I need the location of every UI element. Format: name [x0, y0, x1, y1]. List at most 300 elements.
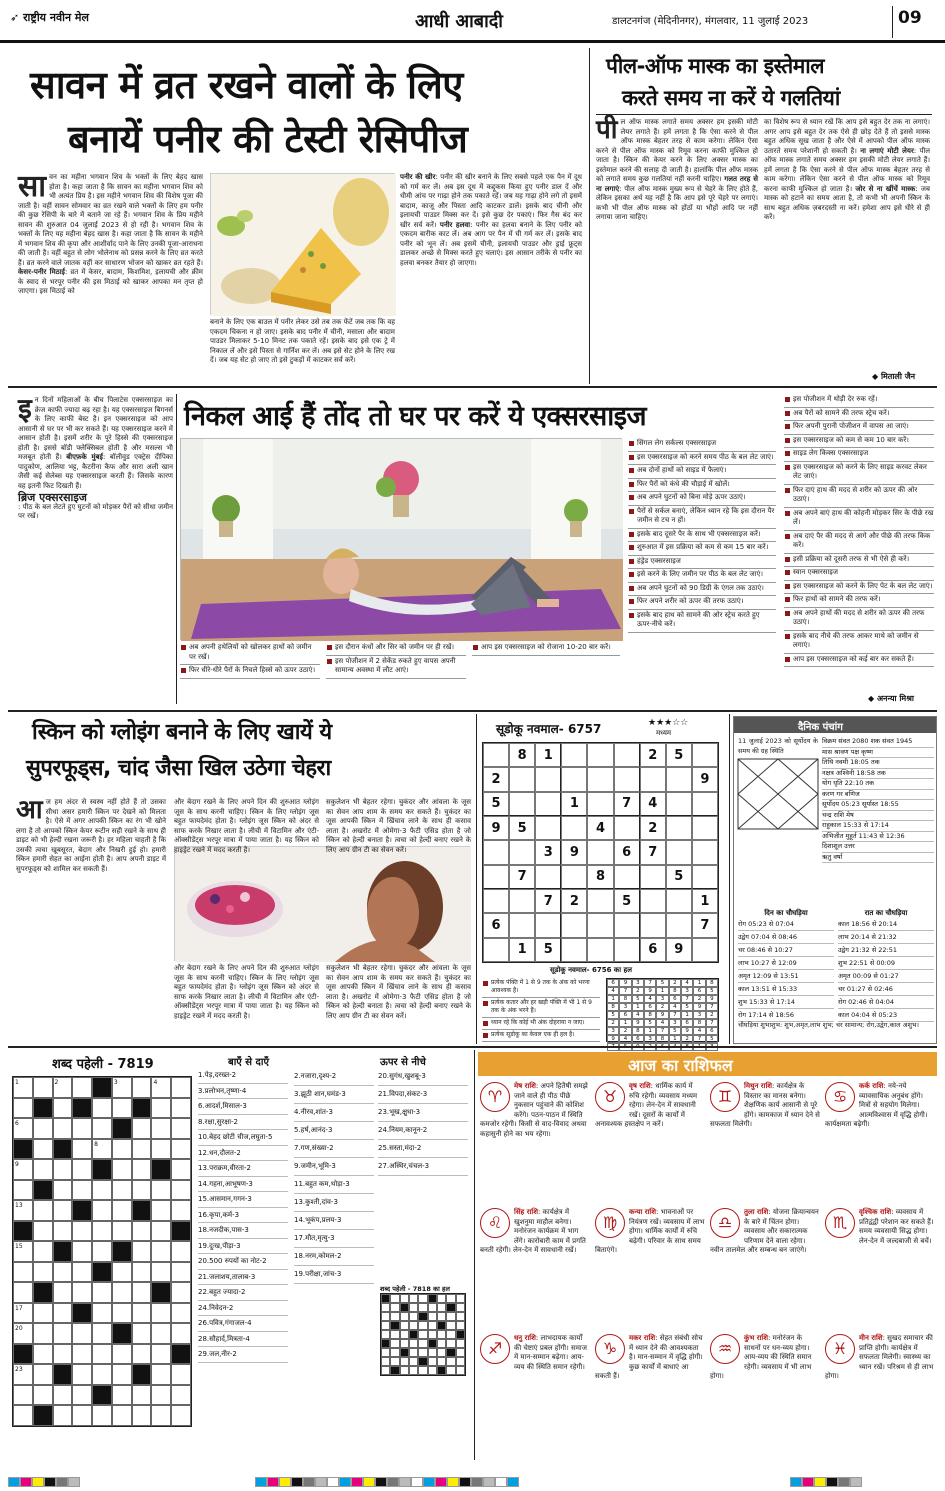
sudoku-cell [483, 938, 509, 962]
crossword-cell [151, 1139, 171, 1160]
sudoku-cell [535, 816, 561, 840]
sudoku-cell: 7 [640, 840, 666, 864]
sudoku-solution-cell: 5 [706, 987, 718, 995]
sudoku-solution-cell: 8 [706, 979, 718, 987]
rashi-text: : मनोरंजन के साधनों पर धन-व्यय होगा। आय-व्यय की स्थिति समान रहेगी। व्यवसाय में भी लाभ होगा। [710, 1334, 812, 1380]
crossword-cell [92, 1159, 112, 1180]
crossword-cell [33, 1323, 53, 1344]
chogadiya-row: काल 18:56 से 20:14 [838, 918, 934, 931]
sudoku-solution-cell: 9 [693, 1003, 705, 1011]
drop-cap: सा [18, 169, 47, 204]
exercise-tip: इसके बाद नीचे की तरफ आकर माथे को जमीन से लगाएं। [784, 631, 934, 654]
down-clue: 20.सुगंध,खुशबू-3 [378, 1068, 468, 1086]
chogadiya-row: अमृत 12:09 से 13:51 [738, 970, 834, 983]
crossword-cell [132, 1118, 152, 1139]
sudoku-solution-cell: 2 [607, 1019, 619, 1027]
peel-col1-text: ल ऑफ मास्क लगाते समय अक्सर हम इसकी मोटी लेयर लगाते हैं। हमें लगता है कि ऐसा करने से पील ऑफ मास्क बेहतर तरह से काम करेगा। लेकिन ऐसा करने से पील ऑफ मास्क को रिमूव करना काफी मुश्किल हो जाता है। स्किन की केयर करने के लिए अक्सर मास्क का इस्तेमाल करने की सलाह दी जाती है। हालांकि पील ऑफ मास्क को लगाते समय कुछ गलतियां नहीं करनी चाहिए। [596, 118, 758, 183]
crossword-cell [132, 1385, 152, 1406]
story-peel-mask [592, 48, 937, 384]
peel-headline-1: पील-ऑफ मास्क का इस्तेमाल [606, 54, 824, 78]
exercise-tip: पैरों से सर्कल बनाएं, लेकिन ध्यान रहे कि इस दौरान पैर जमीन से टच न हों। [628, 506, 776, 529]
subhead-halwa: पनीर हलवा [439, 220, 471, 229]
sudoku-cell: 5 [509, 816, 535, 840]
chogadiya-row: शुभ 22:51 से 00:09 [838, 957, 934, 970]
exercise-tips-col-1 [628, 438, 776, 704]
sudoku-rules [482, 978, 600, 1042]
sudoku-cell [561, 743, 587, 767]
exercise-tips-col-2 [784, 394, 934, 694]
crossword-solution-cell [390, 1312, 399, 1321]
across-clue: 13.पराक्रम,वीरता-2 [198, 1161, 288, 1177]
chogadiya-night-title: रात का चौघड़िया [864, 909, 908, 917]
zodiac-icon: ♏ [825, 1208, 855, 1238]
paneer-col3b-text: : पनीर का हलवा बनाने के लिए पनीर को एकदम बारीक काट लें। अब आग पर पैन में घी गर्म कर लें। इसके बाद पनीर को भून लें। अब इसमें चीनी, इलायची पाउडर और ड्राई फ्रूट्स डालकर अच्छे से मिक्स करते हुए चलाएं। इस आसान तरीके से पनीर का हलवा बनकर तैयार हो जाएगा। [400, 220, 582, 267]
rashi-name: मकर राशि [629, 1334, 656, 1342]
crossword-solution-cell [409, 1357, 418, 1366]
crossword-solution-cell [381, 1312, 390, 1321]
color-swatch [838, 1477, 850, 1487]
crossword-cell [171, 1118, 191, 1139]
sudoku-solution-cell: 8 [656, 1035, 668, 1043]
sudoku-cell [483, 865, 509, 889]
crossword-cell [151, 1303, 171, 1324]
sudoku-cell [666, 816, 692, 840]
sudoku-cell [640, 889, 666, 913]
exercise-tip: अब अपने घुटनों को बिना मोड़े ऊपर उठाएं। [628, 492, 776, 506]
crossword-cell [72, 1241, 92, 1262]
crossword-cell [92, 1344, 112, 1365]
exercise-tip: अब पैरों को सामने की तरफ स्ट्रेच करें। [784, 408, 934, 422]
exercise-tip: साइड लेग किक्स एक्सरसाइज [784, 448, 934, 462]
zodiac-icon: ♍ [595, 1208, 625, 1238]
crossword-cell [132, 1159, 152, 1180]
panchang-line: चन्द्र राशि मेष [822, 811, 934, 822]
crossword-cell [171, 1405, 191, 1426]
panchang-line: योग धृति 22:10 तक [822, 779, 934, 790]
sudoku-solution-cell: 3 [632, 979, 644, 987]
crossword-cell [132, 1405, 152, 1426]
rashi-text: : कार्यक्षेत्र में खुशनुमा माहौल बनेगा। मनोरंजन कार्यक्रम में भाग लेंगे। कारोबारी काम में प्रगति बनती रहेगी। लेन-देन में सावधानी रखें। [480, 1208, 586, 1254]
sudoku-rule: ध्यान रहे कि कोई भी अंक दोहराया न जाए। [482, 1018, 600, 1030]
rashi-card [595, 1334, 705, 1454]
superfoods-col-3: सकुलेशन भी बेहतर रहेगा। चुकंदर और आंवला के जूस का सेवन आप शाम के समय कर सकते हैं। चुकंदर का जूस आपकी स्किन में खिंचाव लाने के साथ ही कसाव लाता है। अखरोट में ओमेगा-3 फैटी एसिड होता है जो स्किन को हेल्दी बनाता है। त्वचा को हेल्दी बनाए रखने के लिए आप ग्रीन टी का सेवन करें। [326, 798, 471, 854]
crossword-cell [132, 1364, 152, 1385]
color-swatch [20, 1477, 32, 1487]
sudoku-cell [666, 840, 692, 864]
crossword-cell [132, 1323, 152, 1344]
paneer-col-2: बनाने के लिए एक बाउल में पनीर लेकर उसे तब तक फेंटें जब तक कि वह एकदम चिकना न हो जाए। इसके बाद पनीर में चीनी, मसाला और बादाम पाउडर मिलाकर 5-10 मिनट तक पकाते रहें। इसके बाद इसे एक ट्रे में निकाल लें और इसे पिस्ता से गार्निश कर लें। अब इसे सेट होने के लिए रख दें। जब यह सेट हो जाए तो इसे टुकड़ों में काटकर सर्व करें। [210, 318, 395, 364]
crossword-cell [72, 1098, 92, 1119]
color-swatch [327, 1477, 339, 1487]
crossword-solution-cell [456, 1348, 465, 1357]
chogadiya-row: लाभ 20:14 से 21:32 [838, 931, 934, 944]
sudoku-cell: 9 [666, 938, 692, 962]
down-clue: 13.कुश्ती,दांव-3 [294, 1194, 374, 1212]
exercise-tip: इस पोजीशन में थोड़ी देर रुक रहें। [784, 394, 934, 408]
paper-name: राष्ट्रीय नवीन मेल [23, 11, 89, 24]
sudoku-solution-cell: 7 [706, 1019, 718, 1027]
rashi-name: कुंभ राशि [744, 1334, 768, 1342]
sudoku-cell [692, 938, 718, 962]
chogadiya-row: काल 13:51 से 15:33 [738, 983, 834, 996]
sudoku-cell [509, 840, 535, 864]
crossword-solution-cell [381, 1294, 390, 1303]
sudoku-solution-cell: 4 [656, 1019, 668, 1027]
peel-headline-2: करते समय ना करें ये गलतियां [622, 86, 840, 110]
sudoku-cell: 3 [535, 840, 561, 864]
crossword-solution-cell [418, 1348, 427, 1357]
crossword-solution-cell [390, 1303, 399, 1312]
exercise-tip: फिर अपनी पुरानी पोजीशन में वापस आ जाएं। [784, 421, 934, 435]
color-swatch [802, 1477, 814, 1487]
sudoku-cell: 2 [640, 816, 666, 840]
sudoku-cell [614, 865, 640, 889]
across-title: बाएँ से दाएँ [228, 1057, 269, 1068]
crossword-solution-cell [390, 1321, 399, 1330]
superfoods-headline-2: सुपरफूड्स, चांद जैसा खिल उठेगा चेहरा [26, 756, 331, 781]
sudoku-cell: 4 [587, 816, 613, 840]
crossword-cell [92, 1180, 112, 1201]
zodiac-icon: ♎ [710, 1208, 740, 1238]
crossword-cell [13, 1405, 33, 1426]
across-clue: 20.500 रुपयों का नोट-2 [198, 1254, 288, 1270]
crossword-solution-cell [400, 1303, 409, 1312]
crossword-solution-cell [418, 1303, 427, 1312]
crossword-cell [171, 1323, 191, 1344]
sudoku-solution-cell: 2 [681, 1035, 693, 1043]
color-swatch [471, 1477, 483, 1487]
sudoku-title: सूडोकू नवमाल- 6757 [496, 722, 602, 736]
crossword-cell [72, 1262, 92, 1283]
byline-mitali: मिताली जैन [880, 372, 916, 381]
crossword-cell [132, 1098, 152, 1119]
subhead-galat: गलत तरह से ना लगाएं [596, 175, 758, 193]
drop-cap: आ [16, 795, 43, 825]
crossword-solution-cell [400, 1366, 409, 1375]
crossword-cell [72, 1282, 92, 1303]
crossword-solution-cell [409, 1330, 418, 1339]
exercise-tip: इस एक्सरसाइज को करने के लिए पेट के बल लेट जाएं। [784, 581, 934, 595]
crossword-solution-cell [390, 1330, 399, 1339]
panchang-line: अभिजीत मुहूर्त 11:43 से 12:36 [822, 832, 934, 843]
sudoku-cell [692, 816, 718, 840]
crossword-solution-cell [437, 1294, 446, 1303]
exercise-tip: इस एक्सरसाइज को करने के लिए साइड करवट लेकर लेट जाएं। [784, 462, 934, 485]
exercise-tip: इसके बाद हाथ को सामने की ओर स्ट्रेच करते हुए ऊपर-नीचे करें। [628, 610, 776, 633]
sudoku-cell [692, 743, 718, 767]
color-swatch [8, 1477, 20, 1487]
panchang-panel [733, 716, 937, 1044]
exercise-tip: फिर हाथों को सामने की तरफ करें। [784, 594, 934, 608]
sudoku-cell [509, 767, 535, 791]
color-swatch [447, 1477, 459, 1487]
sudoku-level: मध्यम [656, 729, 672, 737]
crossword-cell [112, 1098, 132, 1119]
crossword-solution-cell [456, 1294, 465, 1303]
sudoku-rule: प्रत्येक सूडोकू का केवल एक ही हल है। [482, 1030, 600, 1042]
crossword-cell [92, 1405, 112, 1426]
crossword-solution-cell [390, 1348, 399, 1357]
crossword-solution-cell [381, 1348, 390, 1357]
sudoku-cell [535, 913, 561, 937]
zodiac-icon: ♋ [825, 1082, 855, 1112]
crossword-title: शब्द पहेली - 7819 [52, 1057, 154, 1072]
color-swatch [56, 1477, 68, 1487]
rashi-name: कन्या राशि [629, 1208, 656, 1216]
paneer-headline-1: सावन में व्रत रखने वालों के लिए [30, 63, 463, 107]
zodiac-icon: ♒ [710, 1334, 740, 1364]
sudoku-cell [640, 913, 666, 937]
crossword-cell [33, 1303, 53, 1324]
crossword-cell [53, 1303, 73, 1324]
crossword-cell [72, 1323, 92, 1344]
subhead-bridge: ब्रिज एक्सरसाइज [18, 491, 87, 504]
crossword-cell [33, 1200, 53, 1221]
crossword-cell: 6 [13, 1118, 33, 1139]
rashi-card [710, 1334, 820, 1454]
subhead-moti-layer: ना लगाएं मोटी लेयर [860, 146, 914, 155]
chogadiya-row: उद्वेग 21:32 से 22:51 [838, 944, 934, 957]
panchang-line: ऋतु वर्षा [822, 853, 934, 864]
across-clues [198, 1068, 288, 1363]
crossword-solution-cell [446, 1339, 455, 1348]
crossword-cell [53, 1159, 73, 1180]
sudoku-cell: 2 [561, 889, 587, 913]
sudoku-solution-cell: 8 [632, 1027, 644, 1035]
crossword-cell [132, 1241, 152, 1262]
crossword-solution-cell [446, 1330, 455, 1339]
exercise-tip: अब अपने बाएं हाथ की कोहनी मोड़कर सिर के पीछे रख लें। [784, 508, 934, 531]
crossword-cell [33, 1241, 53, 1262]
crossword-cell [13, 1180, 33, 1201]
sudoku-solution-cell: 4 [644, 995, 656, 1003]
exercise-tip: अब दोनों हाथों को साइड में फैलाएं। [628, 465, 776, 479]
crossword-cell: 3 [112, 1077, 132, 1098]
across-clue: 10.बेहद छोटी चीज,लघुता-5 [198, 1130, 288, 1146]
rashi-name: धनु राशि [514, 1334, 536, 1342]
crossword-cell [53, 1200, 73, 1221]
sudoku-cell: 2 [640, 743, 666, 767]
crossword-cell [112, 1364, 132, 1385]
sudoku-cell [587, 767, 613, 791]
color-swatch [826, 1477, 838, 1487]
rashi-name: वृष राशि [629, 1082, 651, 1090]
sudoku-solution-cell: 1 [656, 987, 668, 995]
sudoku-cell [483, 840, 509, 864]
subhead-mithai: केसर-पनीर मिठाई [18, 268, 65, 276]
rashi-name: मीन राशि [859, 1334, 883, 1342]
crossword-solution-cell [437, 1366, 446, 1375]
sudoku-solution-cell: 5 [681, 1003, 693, 1011]
peel-col-2 [764, 118, 930, 368]
sudoku-cell [614, 938, 640, 962]
down-clue: 23.भूख,क्षुधा-3 [378, 1104, 468, 1122]
crossword-solution-cell [428, 1357, 437, 1366]
sudoku-cell [561, 913, 587, 937]
crossword-cell [92, 1303, 112, 1324]
down-clue: 11.बहुत कम,थोड़ा-3 [294, 1176, 374, 1194]
section-title: आधी आबादी [415, 11, 503, 32]
caption-tip: अब अपनी हथेलियों को खोलकर हाथों को जमीन पर रखें। [180, 642, 320, 665]
down-clue: 5.हर्ष,आनंद-3 [294, 1122, 374, 1140]
sudoku-solution-cell: 3 [656, 995, 668, 1003]
sudoku-solution-cell: 8 [693, 1019, 705, 1027]
chogadiya-row: काल 04:04 से 05:23 [838, 1009, 934, 1022]
chogadiya-day [738, 909, 834, 1022]
sudoku-solution-cell: 5 [706, 1035, 718, 1043]
crossword-cell: 13 [13, 1200, 33, 1221]
crossword-cell [53, 1282, 73, 1303]
color-swatch [411, 1477, 423, 1487]
rashi-text: : सुखद समाचार की प्राप्ति होगी। कार्यक्षेत्र में सफलता मिलेगी। स्वास्थ्य का ध्यान रखें। परिश्रम से ही लाभ होगा। [825, 1334, 934, 1380]
sudoku-cell [509, 913, 535, 937]
superfoods-col-2: और बेदाग रखने के लिए अपने दिन की शुरुआत ग्लोइंग जूस के साथ करनी चाहिए। स्किन के लिए ग्लोइंग जूस बहुत फायदेमंद होता है। ग्लोइंग जूस स्किन को अंदर से साफ करके निखार लाता है। लीची में विटामिन और एंटी-ऑक्सीडेंट्स भरपूर मात्रा में पाया जाता है। यह स्किन को हाइड्रेट रखने में मदद करती है। [174, 798, 319, 854]
crossword-cell [92, 1221, 112, 1242]
crossword-solution-cell [446, 1312, 455, 1321]
caption-tip: फिर धीरे-धीरे पैरों के निचले हिस्से को ऊपर उठाएं। [180, 665, 320, 679]
crossword-solution-cell [456, 1312, 465, 1321]
sudoku-cell: 7 [614, 792, 640, 816]
story-paneer [8, 50, 585, 380]
crossword-cell [72, 1118, 92, 1139]
crossword-cell [151, 1405, 171, 1426]
sudoku-cell [666, 792, 692, 816]
crossword-cell [171, 1282, 191, 1303]
caption-tip: इस पोजीशन में 2 सेकेंड रुकते हुए वापस अपनी सामान्य अवस्था में लौट आएं। [326, 656, 466, 679]
panchang-line: राहुकाल 15:33 से 17:14 [822, 821, 934, 832]
crossword-cell [53, 1180, 73, 1201]
byline-ananya: अनन्या मिश्रा [876, 694, 914, 703]
dateline: डालटनगंज (मेदिनीनगर), मंगलवार, 11 जुलाई 2023 [612, 16, 809, 27]
crossword-cell [132, 1344, 152, 1365]
crossword-cell [151, 1282, 171, 1303]
across-clue: 21.जलाशय,तालाब-3 [198, 1270, 288, 1286]
sudoku-solution-cell: 6 [619, 1011, 631, 1019]
superfoods-headline-1: स्किन को ग्लोइंग बनाने के लिए खायें ये [32, 720, 332, 745]
crossword-cell: 2 [53, 1077, 73, 1098]
crossword-cell [13, 1139, 33, 1160]
sudoku-cell [614, 743, 640, 767]
sudoku-cell [587, 840, 613, 864]
sudoku-cell [535, 767, 561, 791]
drop-cap: इ [18, 392, 32, 425]
crossword-solution-cell [446, 1321, 455, 1330]
chogadiya-day-title: दिन का चौघड़िया [764, 909, 808, 917]
sudoku-cell: 1 [535, 743, 561, 767]
panchang-line: नक्षत्र अश्विनी 18:58 तक [822, 769, 934, 780]
crossword-cell [72, 1180, 92, 1201]
color-swatch [459, 1477, 471, 1487]
across-clue: 1.पेड़,दरख्त-2 [198, 1068, 288, 1084]
peel-byline: ◆ मिताली जैन [872, 372, 916, 381]
crossword-solution-cell [437, 1339, 446, 1348]
paneer-dessert-illustration [211, 174, 396, 316]
rashi-card [710, 1082, 820, 1202]
panchang-lines [822, 737, 934, 863]
crossword-cell [171, 1385, 191, 1406]
crossword-cell [53, 1139, 73, 1160]
crossword-cell [171, 1303, 191, 1324]
exercise-tip: इस एक्सरसाइज को करने समय पीठ के बल लेट जाएं। [628, 452, 776, 466]
down-clue: 18.नरम,कोमल-2 [294, 1248, 374, 1266]
crossword-cell [53, 1241, 73, 1262]
down-title: ऊपर से नीचे [380, 1057, 426, 1068]
rashi-text: : धार्मिक कार्य में रुचि रहेगी। व्यवसाय मध्यम रहेगा। लेन-देन में सावधानी रखें। दूसरों के कार्यों में अनावश्यक हस्तक्षेप न करें। [595, 1082, 698, 1128]
exercise-tip: इसे करने के लिए जमीन पर पीठ के बल लेट जाएं। [628, 569, 776, 583]
sudoku-cell [587, 889, 613, 913]
sudoku-solution-cell: 9 [706, 995, 718, 1003]
sudoku-cell: 8 [509, 743, 535, 767]
chogadiya-row: रोग 05:23 से 07:04 [738, 918, 834, 931]
crossword-solution-cell [409, 1321, 418, 1330]
sudoku-solution-cell: 8 [669, 987, 681, 995]
crossword-cell [33, 1344, 53, 1365]
across-clue: 3.प्रलोभन,तृष्णा-4 [198, 1084, 288, 1100]
crossword-solution-cell [428, 1312, 437, 1321]
sudoku-cell [640, 865, 666, 889]
across-clue: 8.रक्षा,सुरक्षा-2 [198, 1115, 288, 1131]
sudoku-solution-cell: 3 [669, 1019, 681, 1027]
zodiac-icon: ♈ [480, 1082, 510, 1112]
crossword-cell [112, 1200, 132, 1221]
sudoku-solution-cell: 4 [693, 1027, 705, 1035]
sudoku-cell: 4 [640, 792, 666, 816]
crossword-cell: 1 [13, 1077, 33, 1098]
crossword-cell [151, 1241, 171, 1262]
crossword-solution-cell [428, 1330, 437, 1339]
crossword-solution-cell [437, 1330, 446, 1339]
crossword-solution-cell [456, 1366, 465, 1375]
exercise-tip: हंड्रेड एक्सरसाइज [628, 556, 776, 570]
sudoku-cell: 7 [509, 865, 535, 889]
sudoku-cell: 9 [483, 816, 509, 840]
sudoku-cell [561, 938, 587, 962]
zodiac-icon: ♌ [480, 1208, 510, 1238]
sudoku-rule: प्रत्येक कतार और हर खड़ी पंक्ति में भी 1 से 9 तक के अंक भरने हैं। [482, 998, 600, 1018]
crossword-cell [13, 1282, 33, 1303]
chogadiya-row: उद्वेग 07:04 से 08:46 [738, 931, 834, 944]
color-swatch [68, 1477, 80, 1487]
sudoku-cell [587, 938, 613, 962]
crossword-cell [53, 1405, 73, 1426]
sudoku-cell [561, 816, 587, 840]
crossword-solution-cell [446, 1366, 455, 1375]
crossword-cell [92, 1385, 112, 1406]
down-clue: 9.जमीन,भूमि-3 [294, 1158, 374, 1176]
page-number: 09 [898, 8, 922, 28]
panchang-line: विक्रम संवत 2080 शक संवत 1945 [822, 737, 934, 748]
sudoku-solution-cell: 5 [669, 1027, 681, 1035]
across-clue: 15.आसमान,गगन-3 [198, 1192, 288, 1208]
crossword-cell [112, 1159, 132, 1180]
crossword-cell [92, 1364, 112, 1385]
crossword-cell [53, 1118, 73, 1139]
crossword-cell [33, 1385, 53, 1406]
sudoku-solution-cell: 1 [632, 1003, 644, 1011]
crossword-solution-cell [428, 1294, 437, 1303]
zodiac-icon: ♊ [710, 1082, 740, 1112]
rashi-text: : व्यवसाय में प्रतिद्वंद्वी परेशान कर सकते हैं। समय व्यवसायी सिद्ध होगा। लेन-देन में जल्दबाजी से बचें। [859, 1208, 934, 1245]
crossword-cell [53, 1385, 73, 1406]
subhead-mumbai: बीएफ़के मुंबई [66, 453, 103, 461]
sudoku-solution-cell: 7 [669, 1011, 681, 1019]
exercise-caption-row [180, 642, 622, 706]
paneer-headline-2: बनायें पनीर की टेस्टी रेसिपीज [68, 117, 468, 161]
sudoku-solution-cell: 7 [693, 1035, 705, 1043]
crossword-cell [112, 1303, 132, 1324]
rashi-text: : लाभदायक कार्यों की चेष्टाएं प्रबल होंगी। समाज में मान-सम्मान बढ़ेगा। आय-व्यय की स्थिति समान रहेगी। [514, 1334, 587, 1371]
sudoku-cell [535, 865, 561, 889]
